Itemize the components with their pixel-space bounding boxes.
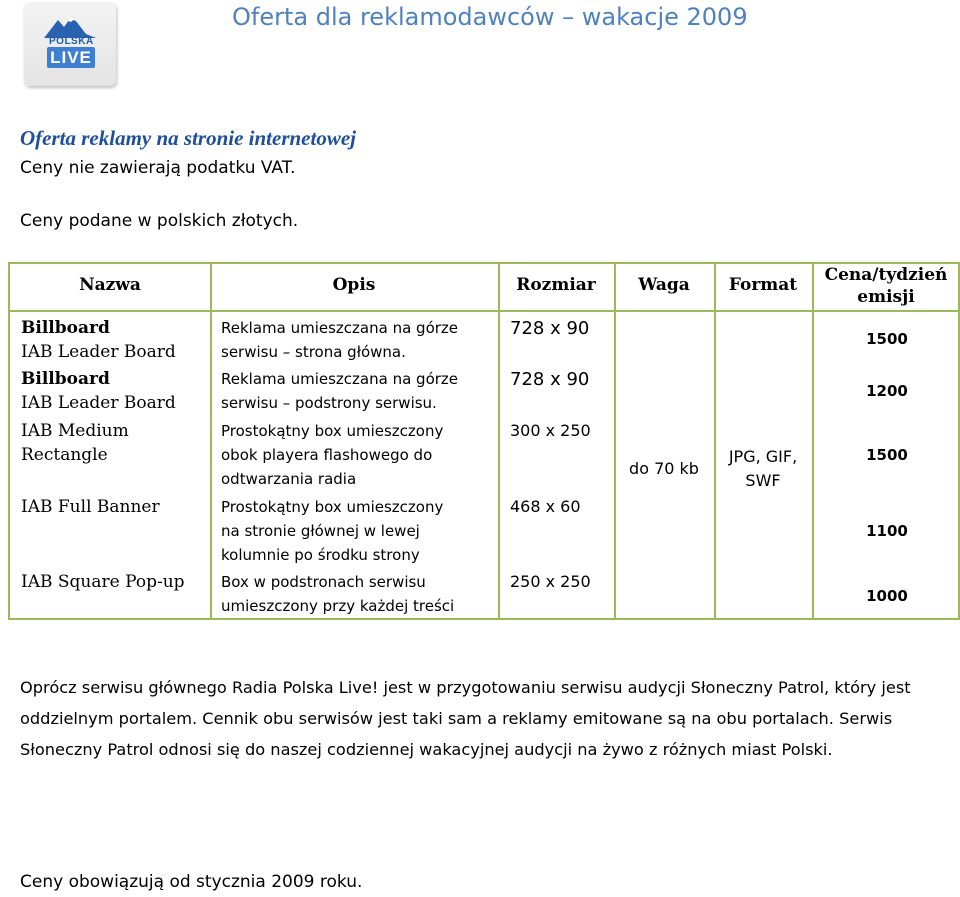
row-2-name: IAB Leader Board (21, 393, 176, 413)
header-rozmiar: Rozmiar (516, 275, 596, 295)
row-5-rozmiar: 250 x 250 (510, 572, 591, 591)
column-divider (210, 264, 212, 618)
opis-line: Box w podstronach serwisu (221, 573, 426, 591)
format-value (714, 445, 812, 493)
row-3-rozmiar: 300 x 250 (510, 421, 591, 440)
header-divider (10, 310, 958, 312)
table-row (21, 570, 185, 594)
info-paragraph: Oprócz serwisu głównego Radia Polska Live! jest w przygotowaniu serwisu audycji Słoneczny Patrol, który jest oddzielnym portalem. Cennik obu serwisów jest taki sam a reklamy emitowane są na obu portalach. Serwis Słoneczny Patrol odnosi się do naszej codziennej wakacyjnej audycji na żywo z różnych miast Polski. (20, 678, 911, 759)
row-1-rozmiar: 728 x 90 (510, 318, 590, 339)
row-1-name-bold: Billboard (21, 318, 110, 338)
format-line: SWF (745, 471, 781, 490)
header-waga: Waga (638, 275, 690, 295)
row-2-cena: 1200 (866, 382, 908, 400)
row-1-cena: 1500 (866, 330, 908, 348)
row-2-rozmiar: 728 x 90 (510, 369, 590, 390)
vat-note: Ceny nie zawierają podatku VAT. (20, 158, 296, 178)
opis-line: odtwarzania radia (221, 470, 357, 488)
row-4-opis (221, 495, 443, 567)
row-2-name-bold: Billboard (21, 369, 110, 389)
mountains-icon (42, 14, 98, 38)
column-divider (614, 264, 616, 618)
column-divider (812, 264, 814, 618)
row-3-opis (221, 419, 443, 491)
logo-polska-text: POLSKA (49, 36, 94, 47)
opis-line: na stronie głównej w lewej (221, 522, 420, 540)
currency-note: Ceny podane w polskich złotych. (20, 211, 299, 231)
row-1-opis (221, 316, 458, 364)
row-5-name: IAB Square Pop-up (21, 572, 185, 592)
header-cena: Cena/tydzień emisji (824, 265, 948, 307)
row-2-opis (221, 367, 458, 415)
validity-note: Ceny obowiązują od stycznia 2009 roku. (20, 872, 363, 892)
header-nazwa: Nazwa (79, 275, 141, 295)
opis-line: kolumnie po środku strony (221, 546, 420, 564)
page-title: Oferta dla reklamodawców – wakacje 2009 (232, 3, 748, 31)
row-5-opis (221, 570, 454, 618)
logo-live-text: LIVE (47, 47, 95, 68)
table-row (21, 367, 176, 415)
header-opis: Opis (332, 275, 376, 295)
row-3-name-line1: IAB Medium (21, 421, 129, 441)
table-row (21, 419, 129, 467)
row-3-name-line2: Rectangle (21, 445, 108, 465)
opis-line: serwisu – strona główna. (221, 343, 406, 361)
opis-line: Prostokątny box umieszczony (221, 422, 444, 440)
section-subtitle: Oferta reklamy na stronie internetowej (20, 126, 356, 150)
row-1-name: IAB Leader Board (21, 342, 176, 362)
column-divider (498, 264, 500, 618)
column-divider (714, 264, 716, 618)
opis-line: obok playera flashowego do (221, 446, 433, 464)
opis-line: Reklama umieszczana na górze (221, 370, 459, 388)
opis-line: Reklama umieszczana na górze (221, 319, 459, 337)
row-3-cena: 1500 (866, 446, 908, 464)
polska-live-logo (24, 2, 116, 86)
offer-table (8, 262, 960, 620)
table-row (21, 495, 160, 519)
row-5-cena: 1000 (866, 587, 908, 605)
row-4-cena: 1100 (866, 522, 908, 540)
row-4-name: IAB Full Banner (21, 497, 160, 517)
row-4-rozmiar: 468 x 60 (510, 497, 581, 516)
opis-line: umieszczony przy każdej treści (221, 597, 455, 615)
waga-value: do 70 kb (629, 459, 699, 478)
format-line: JPG, GIF, (728, 447, 798, 466)
opis-line: serwisu – podstrony serwisu. (221, 394, 437, 412)
opis-line: Prostokątny box umieszczony (221, 498, 444, 516)
header-format: Format (728, 275, 798, 295)
table-row (21, 316, 176, 364)
